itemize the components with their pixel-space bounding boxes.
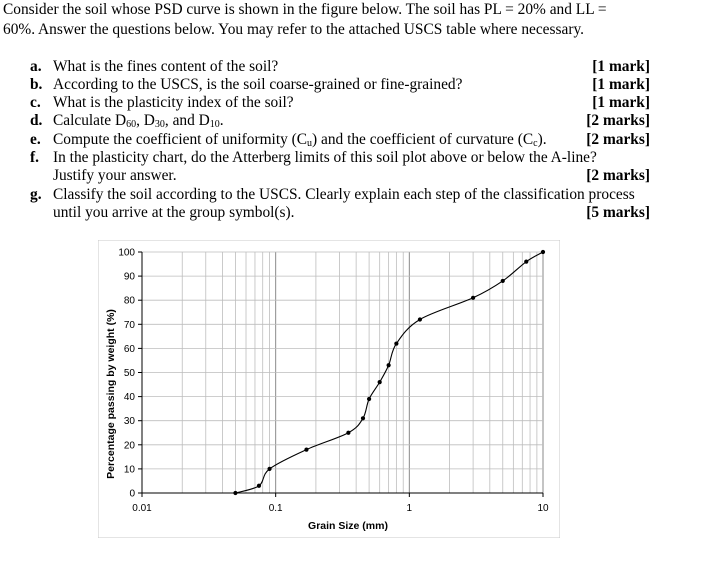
data-point <box>418 317 422 321</box>
question-letter: d. <box>30 112 43 129</box>
data-point <box>257 484 261 488</box>
question-letter: a. <box>30 58 42 75</box>
problem-intro <box>3 0 703 40</box>
y-tick-label: 60 <box>123 343 135 355</box>
data-point <box>387 363 391 367</box>
question-letter: f. <box>30 149 39 166</box>
psd-chart <box>98 240 560 538</box>
y-tick-label: 20 <box>123 440 135 452</box>
data-point <box>233 491 237 495</box>
x-tick-label: 0.01 <box>132 503 152 514</box>
data-point <box>541 250 545 254</box>
data-point <box>524 260 528 264</box>
y-tick-label: 30 <box>123 416 135 428</box>
question-text: What is the fines content of the soil? <box>53 58 279 75</box>
question-letter: b. <box>30 76 43 93</box>
data-point <box>304 448 308 452</box>
data-point <box>367 397 371 401</box>
question-marks: [1 mark] <box>592 94 650 111</box>
question-marks: [2 marks] <box>586 112 650 129</box>
data-point <box>471 296 475 300</box>
question-marks: [1 mark] <box>592 58 650 75</box>
question-text: According to the USCS, is the soil coarse-grained or fine-grained? <box>53 76 463 93</box>
y-tick-label: 10 <box>123 464 135 476</box>
question-letter: c. <box>30 94 41 111</box>
question-letter: e. <box>30 131 41 148</box>
question-text: Classify the soil according to the USCS. Clearly explain each step of the classification process <box>53 186 635 203</box>
x-tick-label: 1 <box>406 503 413 514</box>
x-axis-label: Grain Size (mm) <box>308 520 388 532</box>
intro-line-2: 60%. Answer the questions below. You may refer to the attached USCS table where necessary. <box>3 21 584 38</box>
question-text: Calculate $D_{60}$, $D_{30}$, and $D_{10}$. <box>53 112 224 130</box>
x-tick-label: 0.1 <box>268 503 283 514</box>
data-point <box>378 380 382 384</box>
question-text: In the plasticity chart, do the Atterberg limits of this soil plot above or below the A-line? <box>53 149 597 166</box>
y-tick-label: 70 <box>123 319 135 331</box>
question-marks: [2 marks] <box>586 131 650 148</box>
question-text: Justify your answer. <box>53 167 177 184</box>
data-point <box>267 467 271 471</box>
y-tick-label: 90 <box>123 271 135 283</box>
question-text: until you arrive at the group symbol(s). <box>53 204 295 221</box>
question-marks: [2 marks] <box>586 167 650 184</box>
y-tick-label: 80 <box>123 295 135 307</box>
data-point <box>346 431 350 435</box>
y-tick-label: 0 <box>129 488 135 500</box>
y-tick-label: 40 <box>123 392 135 404</box>
data-point <box>394 341 398 345</box>
question-marks: [1 mark] <box>592 76 650 93</box>
question-text: Compute the coefficient of uniformity $(C_u)$ and the coefficient of curvature $(C_c)$. <box>53 131 547 149</box>
data-point <box>361 416 365 420</box>
x-tick-label: 10 <box>537 503 549 514</box>
intro-line-1: Consider the soil whose PSD curve is shown in the figure below. The soil has PL = 20% and LL = <box>3 1 607 18</box>
y-axis-label: Percentage passing by weight (%) <box>105 309 117 479</box>
y-tick-label: 50 <box>123 368 135 379</box>
question-text: What is the plasticity index of the soil? <box>53 94 294 111</box>
data-point <box>501 279 505 283</box>
y-tick-label: 100 <box>118 247 135 259</box>
question-marks: [5 marks] <box>586 204 650 221</box>
question-letter: g. <box>30 186 42 203</box>
